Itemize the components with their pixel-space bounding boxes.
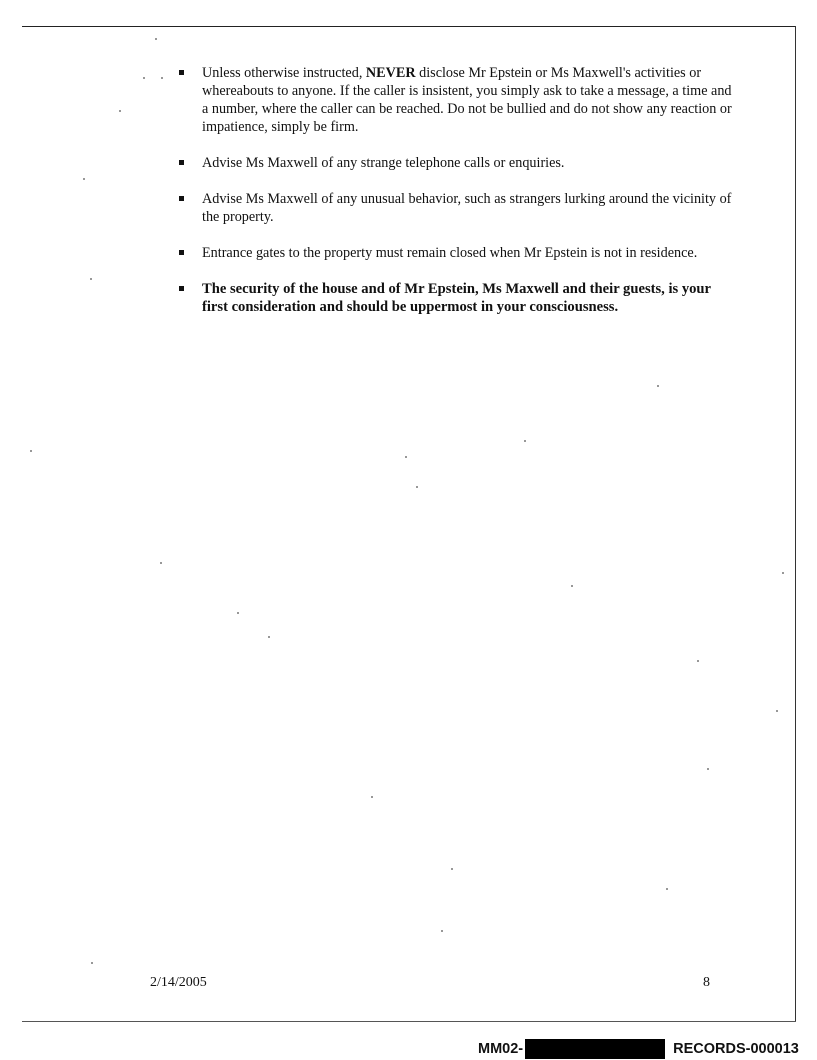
square-bullet-icon xyxy=(179,286,184,291)
bates-stamp xyxy=(478,1039,799,1059)
list-item xyxy=(178,154,738,172)
square-bullet-icon xyxy=(179,250,184,255)
footer-date: 2/14/2005 xyxy=(150,975,207,990)
scan-speck xyxy=(119,110,121,112)
list-item xyxy=(178,280,738,316)
scan-speck xyxy=(371,796,373,798)
top-border-line xyxy=(22,26,795,27)
bullet-text-rest: disclose Mr Epstein or Ms Maxwell's activities or whereabouts to anyone. If the caller is insistent, you simply ask to take a message, a time and a number, where the caller can be reached. Do not be bullied and do not show any reaction or impatience, simply be firm. xyxy=(202,65,732,135)
bates-prefix: MM02- xyxy=(478,1041,524,1057)
list-item xyxy=(178,244,738,262)
square-bullet-icon xyxy=(179,70,184,75)
scan-speck xyxy=(405,456,407,458)
scan-speck xyxy=(161,77,163,79)
list-item xyxy=(178,64,738,136)
bullet-text-bold: The security of the house and of Mr Epstein, Ms Maxwell and their guests, is your first consideration and should be uppermost in your consciousness. xyxy=(202,281,711,315)
redaction-bar xyxy=(525,1039,665,1059)
scan-speck xyxy=(782,572,784,574)
scan-speck xyxy=(30,450,32,452)
bullet-text-intro: Unless otherwise instructed, xyxy=(202,65,366,81)
scan-speck xyxy=(451,868,453,870)
scan-speck xyxy=(143,77,145,79)
bates-number: RECORDS-000013 xyxy=(673,1041,799,1057)
scan-speck xyxy=(237,612,239,614)
bottom-border-line xyxy=(22,1021,796,1022)
bullet-text: Advise Ms Maxwell of any unusual behavior, such as strangers lurking around the vicinity of the property. xyxy=(202,191,732,225)
scan-speck xyxy=(90,278,92,280)
scan-speck xyxy=(524,440,526,442)
scan-speck xyxy=(83,178,85,180)
bullet-text: Advise Ms Maxwell of any strange telephone calls or enquiries. xyxy=(202,155,565,171)
scan-speck xyxy=(160,562,162,564)
list-item xyxy=(178,190,738,226)
scan-speck xyxy=(707,768,709,770)
scan-speck xyxy=(416,486,418,488)
bullet-emphasis: NEVER xyxy=(365,65,416,81)
instruction-list xyxy=(178,64,738,334)
scan-speck xyxy=(657,385,659,387)
scan-speck xyxy=(441,930,443,932)
scan-speck xyxy=(571,585,573,587)
scan-speck xyxy=(697,660,699,662)
scan-speck xyxy=(776,710,778,712)
scan-speck xyxy=(666,888,668,890)
right-border-line xyxy=(795,26,796,1022)
page-number: 8 xyxy=(703,975,710,990)
scan-speck xyxy=(155,38,157,40)
scan-speck xyxy=(91,962,93,964)
square-bullet-icon xyxy=(179,196,184,201)
scan-speck xyxy=(268,636,270,638)
bullet-text: Entrance gates to the property must remain closed when Mr Epstein is not in residence. xyxy=(202,245,698,261)
square-bullet-icon xyxy=(179,160,184,165)
